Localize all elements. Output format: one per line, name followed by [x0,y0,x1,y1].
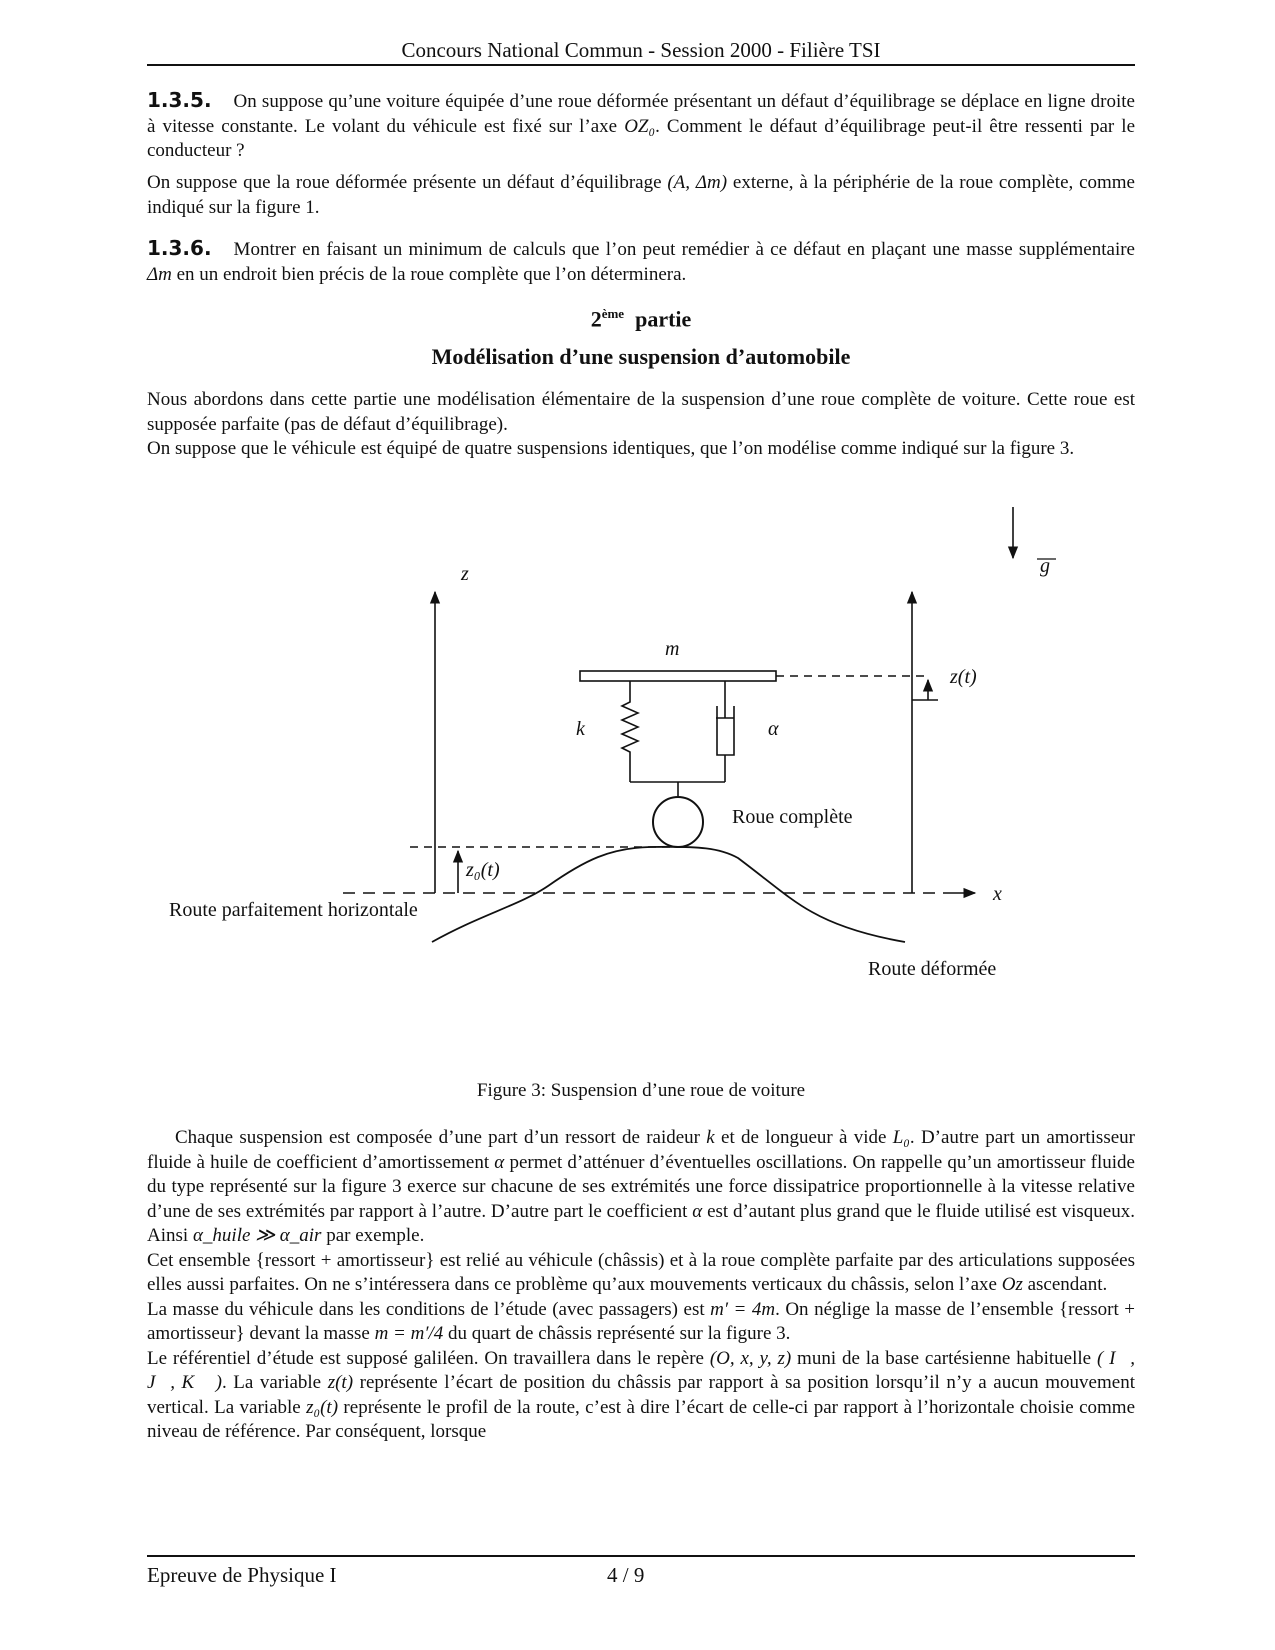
label-flat-road: Route parfaitement horizontale [169,899,418,921]
question-1-3-5: 1.3.5. On suppose qu’une voiture équipée d’une roue déformée présentant un défaut d’équilibrage se déplace en ligne droite à vitesse constante. Le volant du véhicule est fixé sur l’axe OZ₀. Comment le défaut d’équilibrage peut-il être ressenti par le conducteur ? [147,88,1136,161]
label-k: k [576,718,585,740]
deformed-road [432,847,905,942]
label-z: z [461,563,469,585]
header-rule [147,64,1135,66]
label-deformed-road: Route déformée [868,958,997,980]
label-m: m [665,638,680,660]
label-zt: z(t) [950,666,977,688]
question-number: 1.3.6. [147,236,212,260]
footer-page-number: 4 / 9 [607,1563,645,1587]
label-wheel: Roue complète [732,806,853,828]
question-number: 1.3.5. [147,88,212,112]
paragraph-defect: On suppose que la roue déformée présente un défaut d’équilibrage (A, Δm) externe, à la périphérie de la roue complète, comme indiqué sur la figure 1. [147,172,1135,218]
wheel [653,797,703,847]
figure-caption: Figure 3: Suspension d’une roue de voiture [476,1080,806,1101]
label-x: x [993,883,1002,905]
intro-paragraph: Nous abordons dans cette partie une modélisation élémentaire de la suspension d’une roue complète de voiture. Cette roue est supposée parfaite (pas de défaut d’équilibrage). On suppose que le véhicule est équipé de quatre suspensions identiques, que l’on modélise comme indiqué sur la figure 3. [147,389,1135,459]
suspension-figure [0,500,1275,1020]
part-title: Modélisation d’une suspension d’automobile [431,344,851,369]
question-1-3-6: 1.3.6. Montrer en faisant un minimum de calculs que l’on peut remédier à ce défaut en plaçant une masse supplémentaire Δm en un endroit bien précis de la roue complète que l’on déterminera. [147,236,1135,285]
chassis-mass [580,671,776,681]
spring [622,681,638,782]
page-header: Concours National Commun - Session 2000 - Filière TSI [401,38,881,62]
footer-exam-name: Epreuve de Physique I [147,1563,337,1587]
label-g: g [1040,555,1050,577]
footer-rule [147,1555,1135,1557]
label-alpha: α [768,718,779,740]
label-z0t: z₀(t) [466,859,500,881]
part-heading: 2ème partie [590,306,692,332]
body-paragraph: Chaque suspension est composée d’une part d’un ressort de raideur k et de longueur à vide L₀. D’autre part un amortisseur fluide à huile de coefficient d’amortissement α permet d’atténuer d’éventuelles oscillations. On rappelle qu’un amortisseur fluide du type représenté sur la figure 3 exerce sur chacune de ses extrémités une force dissipatrice proportionnelle à la vitesse relative d’une de ses extrémités par rapport à l’autre. D’autre part le coefficient α est d’autant plus grand que le fluide utilisé est visqueux. Ainsi α_huile ≫ α_air par exemple. Cet ensemble {ressort + amortisseur} est relié au véhicule (châssis) et à la roue complète parfaite par des articulations supposées elles aussi parfaites. On ne s’intéressera dans ce problème qu’aux mouvements verticaux du châssis, selon l’axe Oz ascendant. La masse du véhicule dans les conditions de l’étude (avec passagers) est m′ = 4m. On néglige la masse de l’ensemble {ressort + amortisseur} devant la masse m = m′/4 du quart de châssis représenté sur la figure 3. Le référentiel d’étude est supposé galiléen. On travaillera dans le repère (O, x, y, z) muni de la base cartésienne habituelle ( I⃗, J⃗, K⃗ ). La variable z(t) représente l’écart de position du châssis par rapport à sa position lorsqu’il n’y a aucun mouvement vertical. La variable z₀(t) représente le profil de la route, c’est à dire l’écart de celle-ci par rapport à l’horizontale choisie comme niveau de référence. Par conséquent, lorsque [147,1127,1136,1442]
